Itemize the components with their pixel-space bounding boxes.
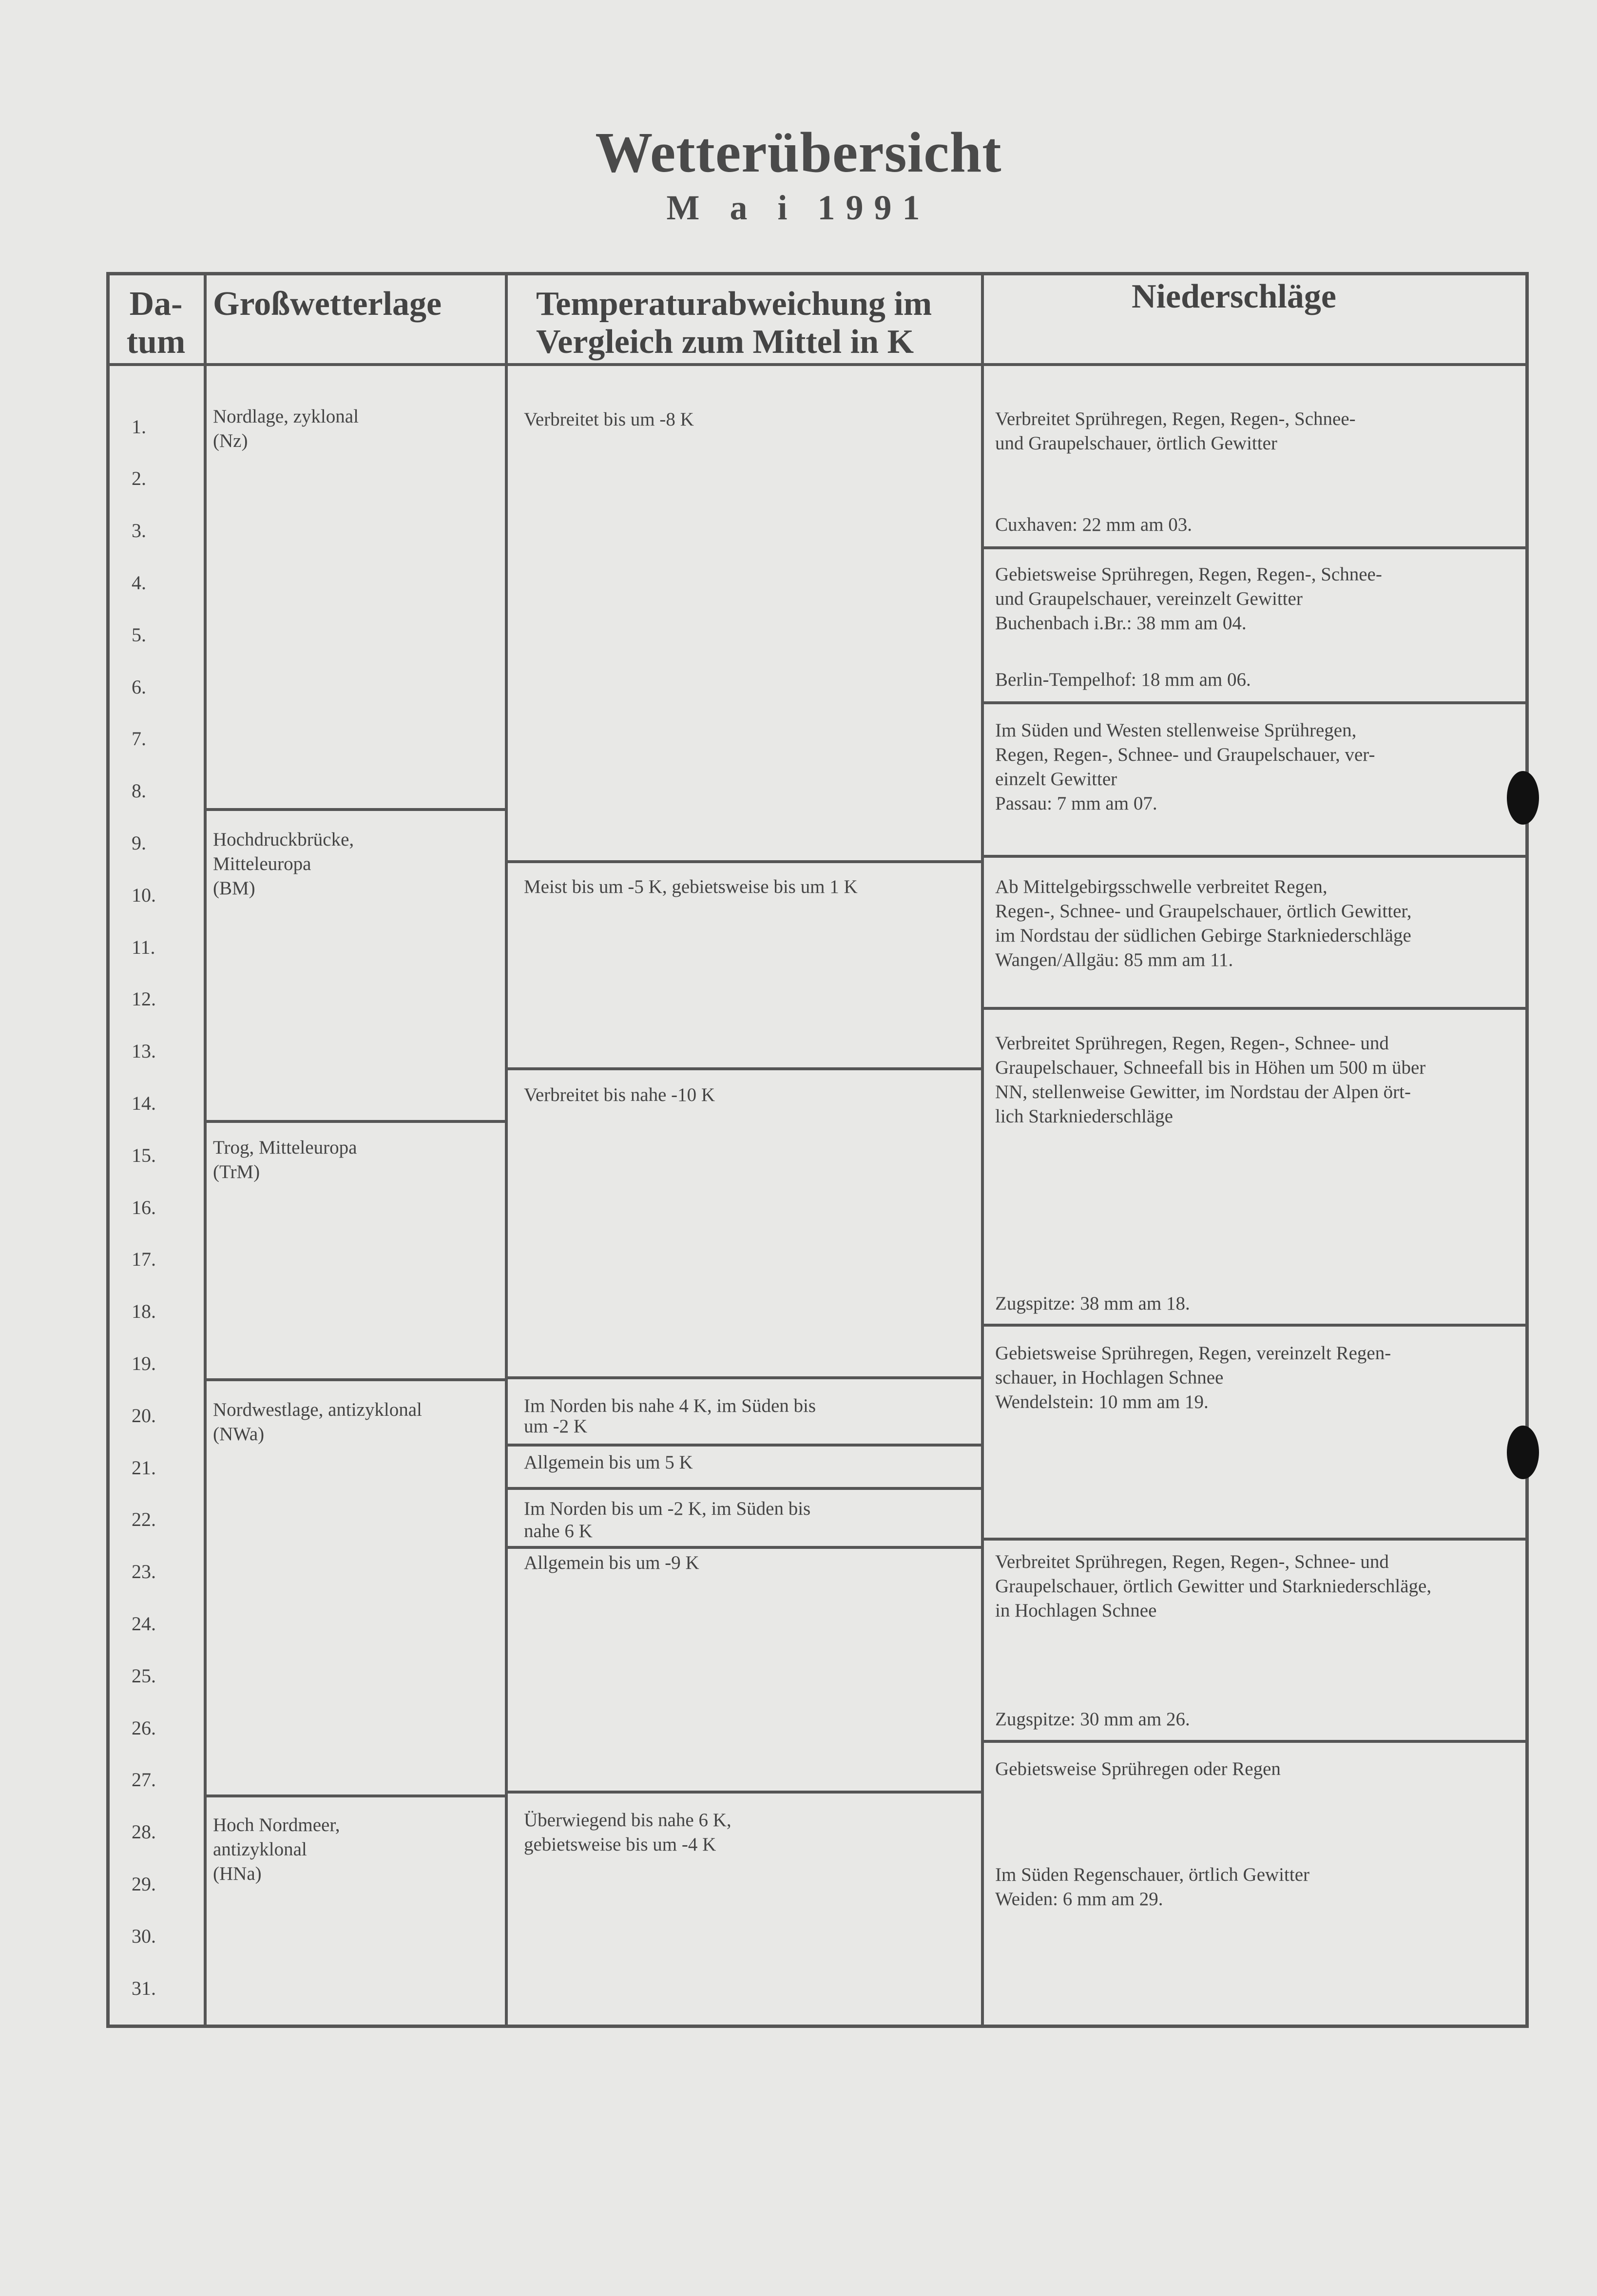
temperatur-cell: Überwiegend bis nahe 6 K, gebietsweise bis um -4 K: [524, 1810, 731, 1855]
row-divider: [204, 808, 505, 811]
row-divider: [505, 860, 981, 863]
temperatur-cell: Allgemein bis um -9 K: [524, 1552, 699, 1573]
date-label: 24.: [132, 1613, 156, 1635]
date-label: 27.: [132, 1769, 156, 1791]
wetterlage-cell: Hochdruckbrücke, Mitteleuropa (BM): [213, 829, 354, 899]
date-label: 26.: [132, 1717, 156, 1739]
date-label: 19.: [132, 1352, 156, 1374]
date-label: 3.: [132, 520, 146, 541]
date-label: 1.: [132, 416, 146, 438]
temperatur-cell: Verbreitet bis um -8 K: [524, 409, 694, 430]
header-grosswetterlage: Großwetterlage: [213, 285, 442, 323]
row-divider: [505, 1791, 981, 1794]
row-divider: [505, 1487, 981, 1490]
row-divider: [981, 1538, 1529, 1541]
station-value: Cuxhaven: 22 mm am 03.: [995, 514, 1193, 535]
date-label: 4.: [132, 572, 146, 594]
header-divider: [106, 363, 1529, 366]
niederschlag-cell: Im Süden Regenschauer, örtlich Gewitter Weiden: 6 mm am 29.: [995, 1864, 1309, 1910]
wetterlage-cell: Hoch Nordmeer, antizyklonal (HNa): [213, 1814, 340, 1884]
row-divider: [204, 1378, 505, 1381]
column-divider: [981, 275, 984, 2028]
page-title: Wetterübersicht: [595, 120, 1002, 184]
date-label: 7.: [132, 728, 146, 750]
row-divider: [204, 1794, 505, 1797]
station-value: Zugspitze: 38 mm am 18.: [995, 1293, 1190, 1314]
header-datum: Da- tum: [126, 285, 186, 361]
niederschlag-cell: Verbreitet Sprühregen, Regen, Regen-, Schnee- und Graupelschauer, örtlich Gewitter: [995, 408, 1356, 454]
row-divider: [505, 1546, 981, 1549]
wetterlage-cell: Trog, Mitteleuropa (TrM): [213, 1137, 357, 1182]
date-label: 23.: [132, 1561, 156, 1582]
row-divider: [981, 701, 1529, 704]
niederschlag-cell: Gebietsweise Sprühregen, Regen, Regen-, Schnee- und Graupelschauer, vereinzelt Gewitter Buchenbach i.Br.: 38 mm am 04.: [995, 564, 1382, 634]
date-label: 12.: [132, 988, 156, 1010]
date-label: 31.: [132, 1977, 156, 1999]
date-label: 9.: [132, 832, 146, 854]
temperatur-cell: Verbreitet bis nahe -10 K: [524, 1084, 715, 1105]
row-divider: [505, 1376, 981, 1379]
station-value: Zugspitze: 30 mm am 26.: [995, 1709, 1190, 1730]
date-label: 8.: [132, 780, 146, 802]
date-label: 21.: [132, 1457, 156, 1479]
date-label: 29.: [132, 1873, 156, 1895]
date-label: 18.: [132, 1300, 156, 1322]
row-divider: [981, 1740, 1529, 1743]
niederschlag-cell: Verbreitet Sprühregen, Regen, Regen-, Schnee- und Graupelschauer, Schneefall bis in Höhen um 500 m über NN, stellenweise Gewitter, im Nordstau der Alpen ört- lich Starkniederschläge: [995, 1033, 1426, 1127]
page-subtitle: M a i 1991: [666, 188, 931, 227]
niederschlag-cell: Ab Mittelgebirgsschwelle verbreitet Regen, Regen-, Schnee- und Graupelschauer, örtlich Gewitter, im Nordstau der südlichen Gebirge Starkniederschläge Wangen/Allgäu: 85 mm am 11.: [995, 876, 1412, 970]
date-label: 13.: [132, 1040, 156, 1062]
date-label: 22.: [132, 1508, 156, 1530]
row-divider: [981, 1007, 1529, 1010]
temperatur-cell: Allgemein bis um 5 K: [524, 1452, 693, 1473]
date-label: 16.: [132, 1196, 156, 1218]
date-label: 20.: [132, 1405, 156, 1427]
header-temperatur: Temperaturabweichung im Vergleich zum Mittel in K: [536, 285, 932, 361]
column-divider: [204, 275, 207, 2028]
niederschlag-cell: Gebietsweise Sprühregen oder Regen: [995, 1758, 1281, 1779]
date-label: 10.: [132, 884, 156, 906]
wetterlage-cell: Nordlage, zyklonal (Nz): [213, 406, 359, 451]
date-label: 11.: [132, 936, 155, 958]
niederschlag-cell: Verbreitet Sprühregen, Regen, Regen-, Schnee- und Graupelschauer, örtlich Gewitter und Starkniederschläge, in Hochlagen Schnee: [995, 1551, 1432, 1621]
temperatur-cell: Meist bis um -5 K, gebietsweise bis um 1 K: [524, 876, 858, 897]
punch-hole-icon: [1507, 1426, 1539, 1479]
station-value: Berlin-Tempelhof: 18 mm am 06.: [995, 669, 1251, 690]
row-divider: [505, 1067, 981, 1070]
column-divider: [505, 275, 508, 2028]
date-label: 25.: [132, 1665, 156, 1687]
row-divider: [505, 1444, 981, 1447]
temperatur-cell: Im Norden bis nahe 4 K, im Süden bis um -2 K: [524, 1395, 816, 1437]
date-label: 28.: [132, 1821, 156, 1843]
date-label: 30.: [132, 1925, 156, 1947]
date-label: 2.: [132, 467, 146, 489]
row-divider: [981, 1324, 1529, 1327]
header-niederschlaege: Niederschläge: [1132, 278, 1336, 315]
row-divider: [981, 855, 1529, 858]
date-label: 17.: [132, 1248, 156, 1270]
temperatur-cell: Im Norden bis um -2 K, im Süden bis nahe 6 K: [524, 1498, 811, 1542]
date-label: 5.: [132, 624, 146, 646]
wetterlage-cell: Nordwestlage, antizyklonal (NWa): [213, 1399, 422, 1445]
niederschlag-cell: Im Süden und Westen stellenweise Sprühregen, Regen, Regen-, Schnee- und Graupelschauer, ver- einzelt Gewitter Passau: 7 mm am 07.: [995, 720, 1375, 814]
date-label: 15.: [132, 1144, 156, 1166]
punch-hole-icon: [1507, 771, 1539, 825]
row-divider: [981, 546, 1529, 549]
date-label: 6.: [132, 676, 146, 698]
niederschlag-cell: Gebietsweise Sprühregen, Regen, vereinzelt Regen- schauer, in Hochlagen Schnee Wendelstein: 10 mm am 19.: [995, 1343, 1391, 1412]
row-divider: [204, 1120, 505, 1123]
date-label: 14.: [132, 1092, 156, 1114]
